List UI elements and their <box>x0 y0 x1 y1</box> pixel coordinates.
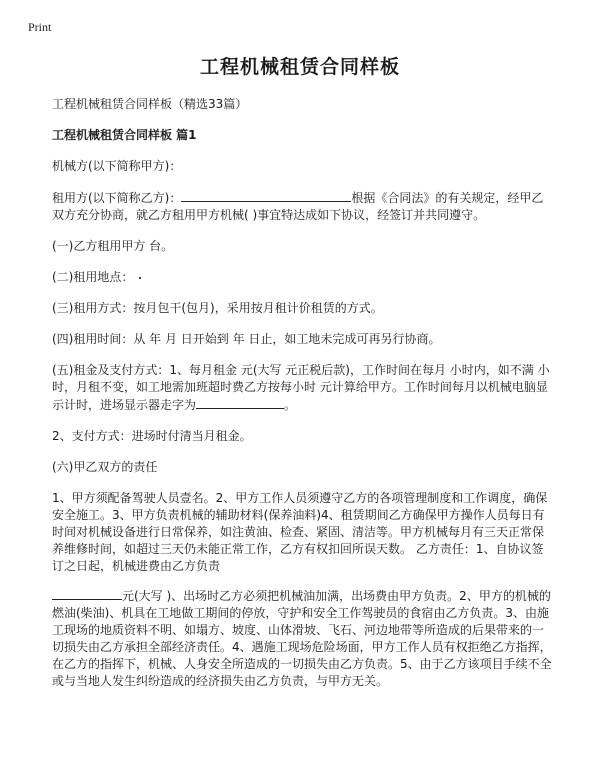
party-a-line: 机械方(以下简称甲方)： <box>52 159 182 173</box>
party-b-label: 租用方(以下简称乙方)： <box>52 191 182 205</box>
clause-2 <box>52 269 552 286</box>
party-b-paragraph <box>52 189 552 224</box>
clause-4: (四)租用时间：从 年 月 日开始到 年 日止，如工地未完成可再另行协商。 <box>52 332 441 346</box>
document-body <box>52 96 552 704</box>
clause-3: (三)租用方式：按月包干(包月)，采用按月租计价租赁的方式。 <box>52 301 383 315</box>
clause-2-text: (二)租用地点： <box>52 270 134 284</box>
meter-reading-blank <box>196 396 284 409</box>
duties-paragraph-1: 1、甲方须配备驾驶人员壹名。2、甲方工作人员须遵守乙方的各项管理制度和工作调度，确保安全施工。3、甲方负责机械的辅助材料(保养油料)4、租赁期间乙方确保甲方操作人员每日有时间对机械设备进行日常保养，如注黄油、检查、紧固、清洁等。甲方机械每月有三天正常保养维修时间，如超过三天仍未能正常工作，乙方有权扣回所误天数。 乙方责任：1、自协议签订之日起，机械进费由乙方负责 <box>52 491 548 573</box>
document-subtitle: 工程机械租赁合同样板（精选33篇） <box>52 97 248 111</box>
print-link[interactable]: Print <box>28 20 52 34</box>
clause-5-text: (五)租金及支付方式：1、每月租金 元(大写 元正税后款)，工作时间在每月 小时内，如不满 小时，月租不变，如工地需加班超时费乙方按每小时 元计算给甲方。工作时间每月以机械电脑显示计时，进场显示器走字为 <box>52 363 550 412</box>
fee-amount-blank <box>52 587 122 600</box>
section-heading: 工程机械租赁合同样板 篇1 <box>52 128 197 142</box>
party-b-name-blank <box>181 189 351 202</box>
clause-1: (一)乙方租用甲方 台。 <box>52 239 174 253</box>
duties-paragraph-2 <box>52 587 552 690</box>
payment-method: 2、支付方式：进场时付清当月租金。 <box>52 429 252 443</box>
party-b-text: 根据《合同法》的有关规定，经甲乙双方充分协商，就乙方租用甲方机械( )事宜特达成如下协议，经签订并共同遵守。 <box>52 191 544 222</box>
clause-5 <box>52 362 552 414</box>
duties-text-2: 元(大写 )、出场时乙方必须把机械油加满，出场费由甲方负责。2、甲方的机械的燃油(柴油)、机具在工地做工期间的停放，守护和安全工作驾驶员的食宿由乙方负责。3、由施工现场的地质资料不明、如塌方、坡度、山体滑坡、飞石、河边地带等所造成的后果带来的一切损失由乙方承担全部经济责任。4、遇施工现场危险场面，甲方工作人员有权拒绝乙方指挥，在乙方的指挥下，机械、人身安全所造成的一切损失由乙方负责。5、由于乙方该项目手续不全或与当地人发生纠纷造成的经济损失由乙方负责，与甲方无关。 <box>52 589 552 688</box>
page-title: 工程机械租赁合同样板 <box>199 56 400 78</box>
clause-5-end: 。 <box>284 398 297 412</box>
location-mark <box>139 277 141 279</box>
clause-6: (六)甲乙双方的责任 <box>52 460 158 474</box>
